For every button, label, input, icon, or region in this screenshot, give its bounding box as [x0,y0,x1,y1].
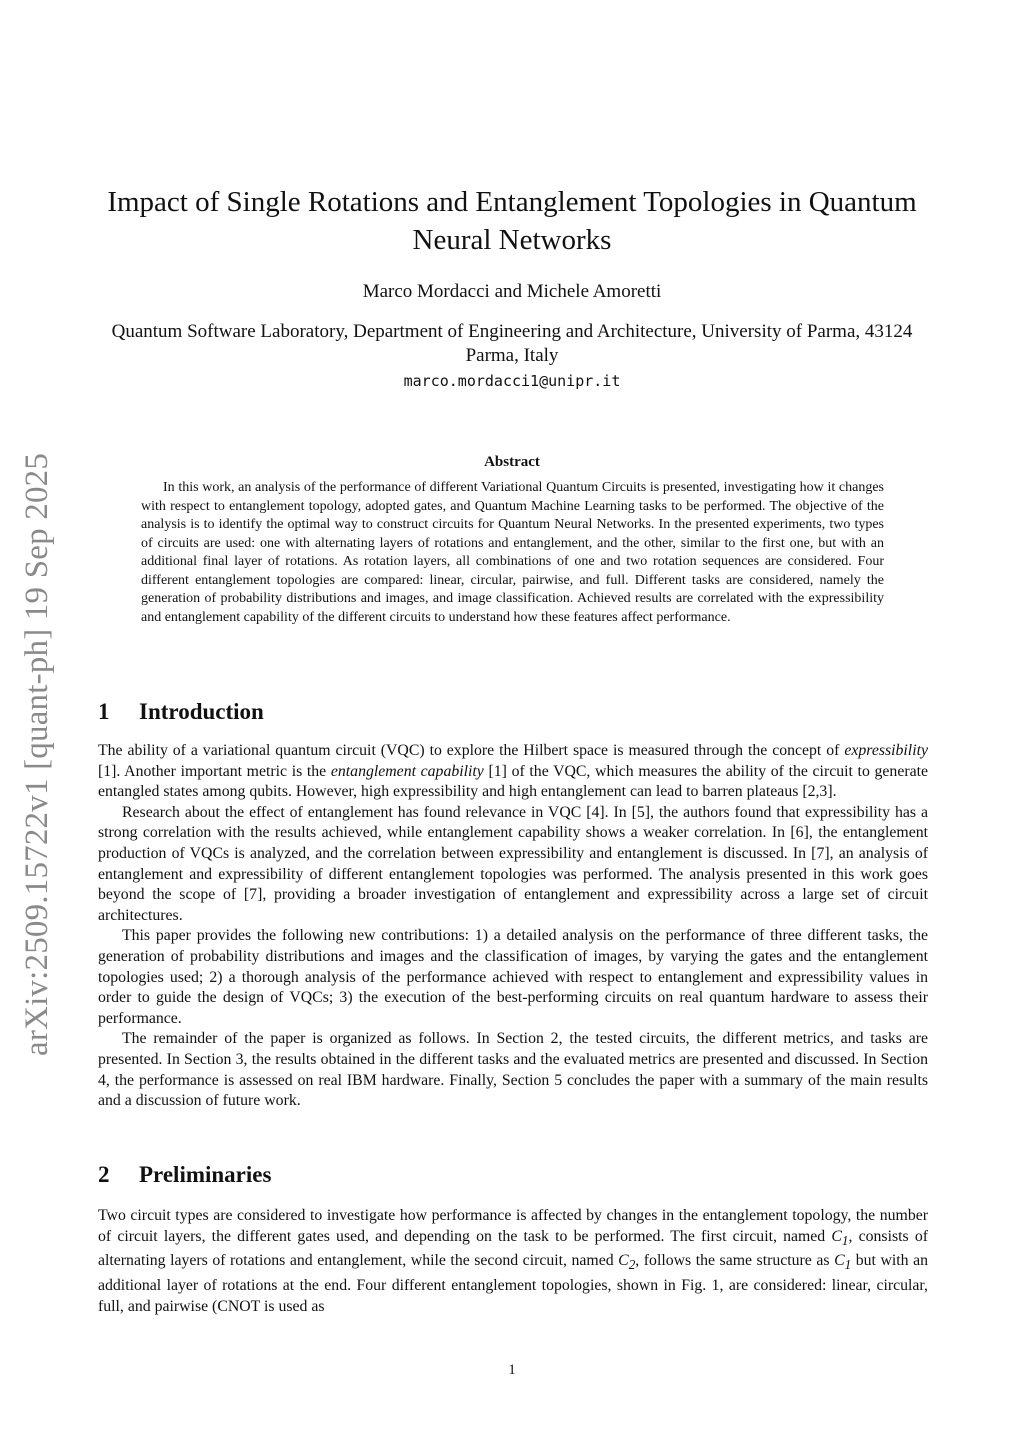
math-symbol-c1: $C_1$ [834,1252,852,1273]
paragraph: Research about the effect of entanglement has found relevance in VQC [4]. In [5], the authors found that expressibility has a strong correlation with the results achieved, while entanglement capability shows a weaker correlation. In [6], the entanglement production of VQCs is analyzed, and the correlation between expressibility and entanglement is discussed. In [7], an analysis of entanglement and expressibility of different entanglement topologies was performed. The analysis presented in this work goes beyond the scope of [7], providing a broader investigation of entanglement and expressibility across a large set of circuit architectures. [98,803,928,924]
arxiv-identifier-stamp: arXiv:2509.15722v1 [quant-ph] 19 Sep 2025 [19,452,55,1056]
abstract-text: In this work, an analysis of the performance of different Variational Quantum Circuits is presented, investigating how it changes with respect to entanglement topology, adopted gates, and Quantum Machine Learning tasks to be performed. The objective of the analysis is to identify the optimal way to construct circuits for Quantum Neural Networks. In the presented experiments, two types of circuits are used: one with alternating layers of rotations and entanglement, and the other, similar to the first one, but with an additional final layer of rotations. As rotation layers, all combinations of one and two rotation sequences are considered. Four different entanglement topologies are compared: linear, circular, pairwise, and full. Different tasks are considered, namely the generation of probability distributions and images, and image classification. Achieved results are correlated with the expressibility and entanglement capability of the different circuits to understand how these features affect performance. [141,480,884,625]
text-run: but with an additional layer of rotations at the end. Four different entanglement topologies, shown in Fig. 1, are considered: linear, circular, full, and pairwise (CNOT is used as [98,1252,928,1315]
paragraph [98,1206,928,1317]
math-symbol-c2: $C_2$ [618,1252,636,1273]
abstract-heading: Abstract [484,454,540,470]
section-heading-introduction [98,697,928,727]
section-title: Preliminaries [139,1162,272,1187]
section-number: 1 [98,699,110,724]
paragraph: The remainder of the paper is organized as follows. In Section 2, the tested circuits, the different metrics, and tasks are presented. In Section 3, the results obtained in the different tasks and the evaluated metrics are presented and discussed. In Section 4, the performance is assessed on real IBM hardware. Finally, Section 5 concludes the paper with a summary of the main results and a discussion of future work. [98,1030,928,1110]
text-run: Two circuit types are considered to investigate how performance is affected by changes in the entanglement topology, the number of circuit layers, the different gates used, and depending on the task to be performed. The first circuit, named [98,1207,928,1245]
text-run: , follows the same structure as [635,1252,835,1270]
contact-email[interactable]: marco.mordacci1@unipr.it [403,372,621,390]
text-run: [1]. Another important metric is the [98,762,331,780]
section-title: Introduction [139,699,264,724]
emphasis-term: expressibility [844,742,928,759]
emphasis-term: entanglement capability [330,762,484,780]
paragraph: This paper provides the following new contributions: 1) a detailed analysis on the performance of three different tasks, the generation of probability distributions and images and the classification of images, by varying the gates and the entanglement topologies used; 2) a thorough analysis of the performance achieved with respect to entanglement and expressibility values in order to guide the design of VQCs; 3) the execution of the best-performing circuits on real quantum hardware to assess their performance. [98,927,928,1027]
author-affiliation: Quantum Software Laboratory, Department of Engineering and Architecture, University of Parma, 43124 Parma, Italy [111,321,913,366]
text-run: , consists of alternating layers of rotations and entanglement, while the second circuit, named [98,1227,928,1270]
section-number: 2 [98,1162,110,1187]
math-symbol-c1: $C_1$ [831,1227,849,1248]
introduction-body [98,741,928,1112]
page-number: 1 [508,1362,516,1378]
preliminaries-body [98,1206,928,1317]
author-list: Marco Mordacci and Michele Amoretti [362,281,662,302]
paragraph [98,741,928,803]
text-run: [1] of the VQC, which measures the ability of the circuit to generate entangled states among qubits. However, high expressibility and high entanglement can lead to barren plateaus [2,3]. [98,762,929,801]
section-heading-preliminaries [98,1160,928,1190]
text-run: The ability of a variational quantum circuit (VQC) to explore the Hilbert space is measured through the concept of [98,742,845,759]
paper-title: Impact of Single Rotations and Entanglement Topologies in Quantum Neural Networks [107,186,917,256]
